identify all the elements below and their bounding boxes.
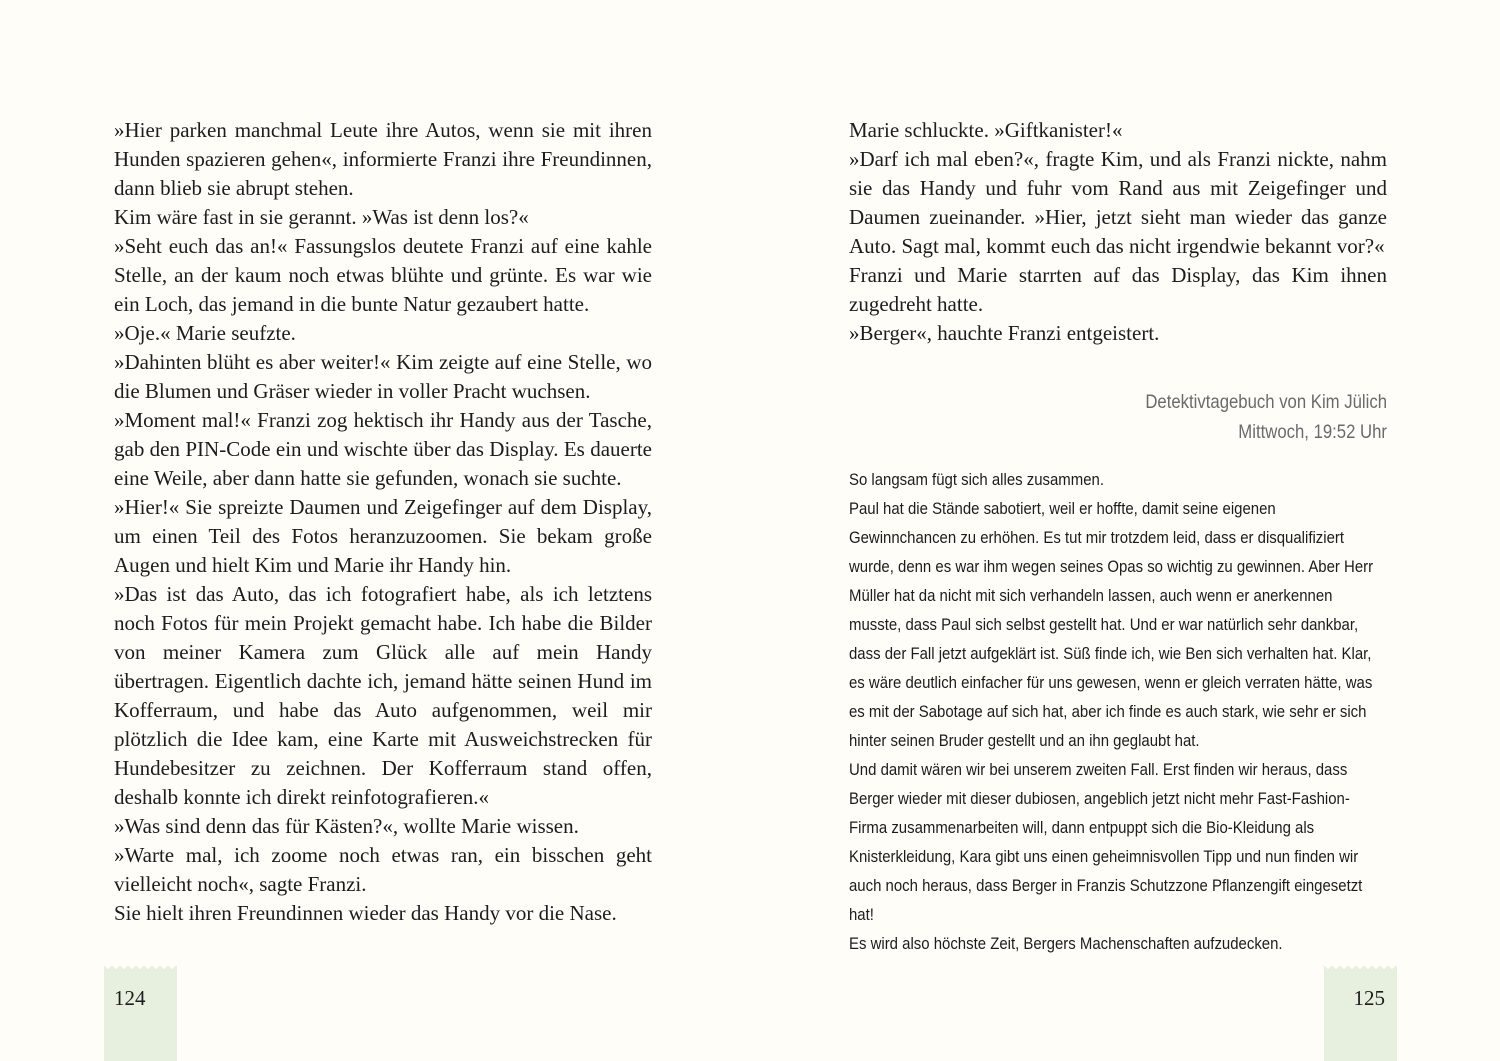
paragraph: Marie schluckte. »Giftkanister!«	[849, 118, 1123, 142]
paragraph: »Oje.« Marie seufzte.	[114, 321, 296, 345]
paragraph: »Berger«, hauchte Franzi entgeistert.	[849, 321, 1160, 345]
diary-title: Detektivtagebuch von Kim Jülich	[1145, 392, 1387, 413]
paragraph: Sie hielt ihren Freundinnen wieder das Handy vor die Nase.	[114, 901, 617, 925]
paragraph: »Warte mal, ich zoome noch etwas ran, ein bisschen geht vielleicht noch«, sagte Franzi.	[114, 843, 652, 896]
diary-paragraph: Paul hat die Stände sabotiert, weil er hoffte, damit seine eigenen Gewinnchancen zu erhöhen. Es tut mir trotzdem leid, dass er disqualifiziert wurde, denn es war ihm wegen seines Opas so wichtig zu gewinnen. Aber Herr Müller hat da nicht mit sich verhandeln lassen, auch wenn er anerkennen musste, dass Paul sich selbst gestellt hat. Und er war natürlich sehr dankbar, dass der Fall jetzt aufgeklärt ist. Süß finde ich, wie Ben sich verhalten hat. Klar, es wäre deutlich einfacher für uns gewesen, wenn er gleich verraten hätte, was es mit der Sabotage auf sich hat, aber ich finde es auch stark, wie sehr er sich hinter seinen Bruder gestellt und an ihn geglaubt hat.	[849, 499, 1374, 750]
page-number-tab	[1324, 972, 1397, 1061]
paragraph: »Dahinten blüht es aber weiter!« Kim zeigte auf eine Stelle, wo die Blumen und Gräser wieder in voller Pracht wuchsen.	[114, 350, 652, 403]
diary-date: Mittwoch, 19:52 Uhr	[1238, 422, 1387, 443]
paragraph: »Das ist das Auto, das ich fotografiert habe, als ich letztens noch Fotos für mein Projekt gemacht habe. Ich habe die Bilder von meiner Kamera zum Glück alle auf mein Handy übertragen. Eigentlich dachte ich, jemand hätte seinen Hund im Kofferraum, und habe das Auto aufgenommen, weil mir plötzlich die Idee kam, eine Karte mit Ausweichstrecken für Hundebesitzer zu zeichnen. Der Kofferraum stand offen, deshalb konnte ich direkt reinfotografieren.«	[114, 582, 652, 809]
paragraph: »Hier parken manchmal Leute ihre Autos, wenn sie mit ihren Hunden spazieren gehen«, informierte Franzi ihre Freundinnen, dann blieb sie abrupt stehen.	[114, 118, 652, 200]
diary-entry	[849, 465, 1387, 958]
paragraph: »Hier!« Sie spreizte Daumen und Zeigefinger auf dem Display, um einen Teil des Fotos heranzuzoomen. Sie bekam große Augen und hielt Kim und Marie ihr Handy hin.	[114, 495, 652, 577]
right-page-body	[849, 116, 1387, 348]
diary-header	[914, 388, 1387, 448]
diary-paragraph: Und damit wären wir bei unserem zweiten Fall. Erst finden wir heraus, dass Berger wieder mit dieser dubiosen, angeblich jetzt nicht mehr Fast-Fashion-Firma zusammenarbeiten will, dann entpuppt sich die Bio-Kleidung als Knisterkleidung, Kara gibt uns einen geheimnisvollen Tipp und nun finden wir auch noch heraus, dass Berger in Franzis Schutzzone Pflanzengift eingesetzt hat!	[849, 760, 1363, 924]
paragraph: »Seht euch das an!« Fassungslos deutete Franzi auf eine kahle Stelle, an der kaum noch etwas blühte und grünte. Es war wie ein Loch, das jemand in die bunte Natur gezaubert hatte.	[114, 234, 652, 316]
right-page	[750, 0, 1500, 1061]
paragraph: Franzi und Marie starrten auf das Display, das Kim ihnen zugedreht hatte.	[849, 263, 1387, 316]
diary-paragraph: So langsam fügt sich alles zusammen.	[849, 470, 1104, 489]
page-number: 125	[1353, 986, 1385, 1010]
paragraph: Kim wäre fast in sie gerannt. »Was ist denn los?«	[114, 205, 529, 229]
diary-paragraph: Es wird also höchste Zeit, Bergers Machenschaften aufzudecken.	[849, 934, 1283, 953]
left-page-body	[114, 116, 652, 928]
page-number: 124	[114, 986, 146, 1010]
page-number-tab	[104, 972, 177, 1061]
paragraph: »Moment mal!« Franzi zog hektisch ihr Handy aus der Tasche, gab den PIN-Code ein und wischte über das Display. Es dauerte eine Weile, aber dann hatte sie gefunden, wonach sie suchte.	[114, 408, 652, 490]
paragraph: »Was sind denn das für Kästen?«, wollte Marie wissen.	[114, 814, 579, 838]
paragraph: »Darf ich mal eben?«, fragte Kim, und als Franzi nickte, nahm sie das Handy und fuhr vom Rand aus mit Zeigefinger und Daumen zueinander. »Hier, jetzt sieht man wieder das ganze Auto. Sagt mal, kommt euch das nicht irgendwie bekannt vor?«	[849, 147, 1387, 258]
